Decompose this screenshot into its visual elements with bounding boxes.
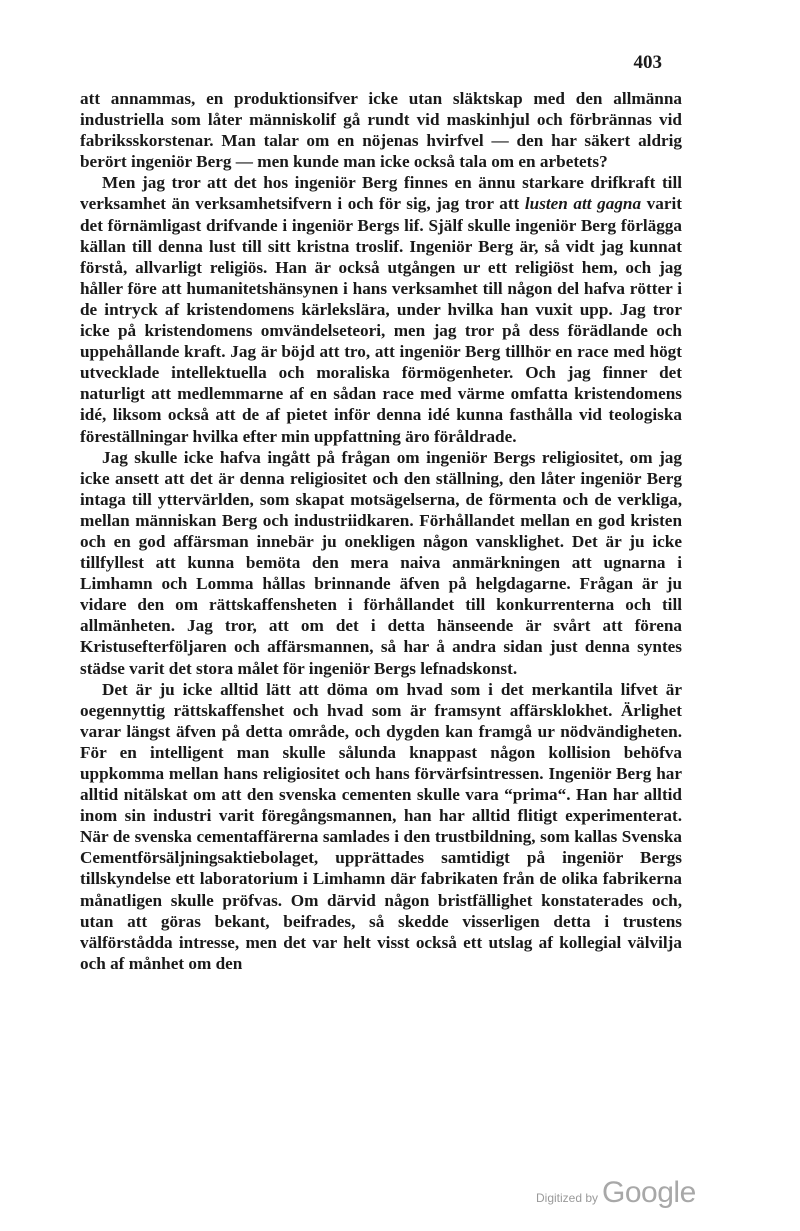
paragraph-2-text-after: varit det förnämligast drifvande i ingeniör Bergs lif. Själf skulle ingeniör Berg förlägga källan till denna lust till sitt kristna troslif. Ingeniör Berg är, så vidt jag kunnat förstå, allvarligt religiös. Han är också utgången ur ett religiöst hem, och jag håller före att humanitetshänsynen i hans verksamhet till någon del hafva rötter i de intryck af kristendomens kärlekslära, under hvilka han vuxit upp. Jag tror icke på kristendomens omvändelseteori, men jag tror på dess förädlande och uppehållande kraft. Jag är böjd att tro, att ingeniör Berg tillhör en race med högt utvecklade intellektuella och moraliska förmögenheter. Och jag finner det naturligt att medlemmarne af en sådan race med värme omfatta kristendomens idé, liksom också att de af pietet inför denna idé kunna fasthålla vid teologiska föreställningar hvilka efter min uppfattning äro föråldrade. [80,194,682,446]
body-text [80,88,682,974]
paragraph-4: Det är ju icke alltid lätt att döma om hvad som i det merkantila lifvet är oegennyttig rättskaffenshet och hvad som är framsynt affärsklokhet. Ärlighet varar längst äfven på detta område, och dygden kan framgå ur nödvändigheten. För en intelligent man skulle sålunda knappast någon kollision behöfva uppkomma mellan hans religiositet och hans förvärfsintressen. Ingeniör Berg har alltid nitälskat om att den svenska cementen skulle vara “prima“. Han har alltid inom sin industri varit föregångsmannen, han har alltid flitigt experimenterat. När de svenska cementaffärerna samlades i den trustbildning, som kallas Svenska Cementförsäljningsaktiebolaget, upprättades samtidigt på ingeniör Bergs tillskyndelse ett laboratorium i Limhamn där fabrikaten från de olika fabrikerna månatligen skulle pröfvas. Om därvid någon bristfällighet konstaterades och, utan att göras bekant, beifrades, så skedde visserligen detta i trustens välförstådda intresse, men det var helt visst också ett utslag af kollegial välvilja och af månhet om den [80,679,682,973]
paragraph-3: Jag skulle icke hafva ingått på frågan om ingeniör Bergs religiositet, om jag icke ansett att det är denna religiositet och den ställning, den låter ingeniör Berg intaga till yttervärlden, som skapat motsägelserna, de förmenta och de verkliga, mellan människan Berg och industriidkaren. Förhållandet mellan en god kristen och en god affärsman innebär ju onekligen någon vansklighet. Det är ju icke tillfyllest att kunna bemöta den mera naiva anmärkningen att ugnarna i Limhamn och Lomma hållas brinnande äfven på helgdagarne. Frågan är ju vidare den om rättskaffensheten i förhållandet till konkurrenterna och till allmänheten. Jag tror, att om det i detta hänseende är svårt att förena Kristusefterföljaren och affärsmannen, så har å andra sidan just denna syntes städse varit det stora målet för ingeniör Bergs lefnadskonst. [80,447,682,678]
google-watermark [536,1176,716,1216]
paragraph-2-text-before: Men jag tror att det hos ingeniör Berg finnes en ännu starkare drifkraft till verksamhet än verksamhetsifvern i och för sig, jag tror att [80,173,682,214]
paragraph-2-emphasis: lusten att gagna [524,194,642,214]
google-logo: Google [602,1176,696,1209]
watermark-prefix: Digitized by [536,1191,599,1205]
paragraph-1: att annammas, en produktionsifver icke utan släktskap med den allmänna industriella som låter människolif gå rundt vid maskinhjul och förbrännas vid fabriksskorstenar. Man talar om en nöjenas hvirfvel — den har säkert aldrig berört ingeniör Berg — men kunde man icke också tala om en arbetets? [80,89,682,172]
page-number: 403 [633,52,662,73]
paragraph-2 [80,172,682,446]
